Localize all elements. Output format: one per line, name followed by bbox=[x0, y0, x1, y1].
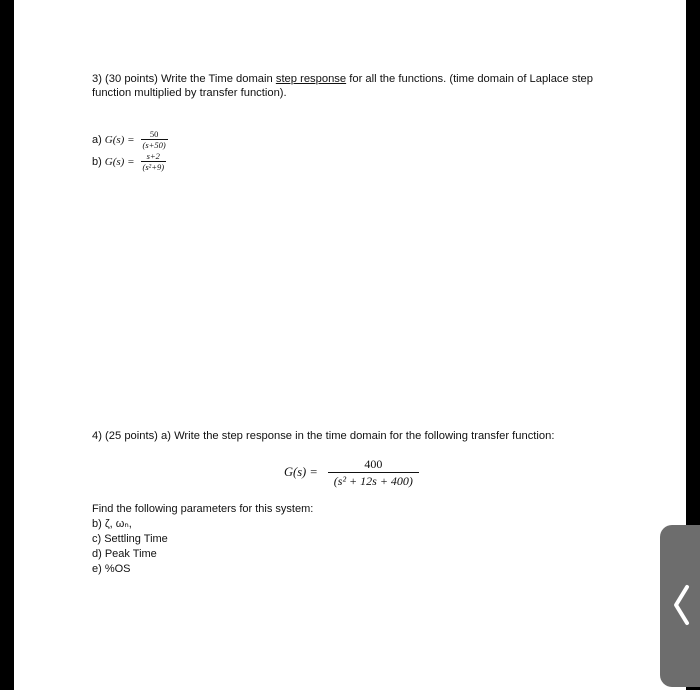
q4-item-b: b) ζ, ωₙ, bbox=[92, 518, 132, 530]
q3-line1-start: 3) (30 points) Write the Time domain bbox=[92, 73, 276, 85]
q3-b-numerator: s+2 bbox=[146, 151, 160, 161]
q3-line2: function multiplied by transfer function). bbox=[92, 87, 287, 99]
q4-find-text: Find the following parameters for this system: bbox=[92, 503, 314, 515]
q3-a-numerator: 50 bbox=[149, 129, 159, 139]
q4-line1: 4) (25 points) a) Write the step response in the time domain for the following transfer function: bbox=[92, 430, 555, 442]
document-page bbox=[14, 0, 686, 690]
q3-a-fraction bbox=[141, 129, 168, 150]
q4-numerator: 400 bbox=[364, 457, 383, 471]
q4-fraction bbox=[328, 456, 419, 489]
q4-denominator: (s² + 12s + 400) bbox=[328, 472, 419, 489]
q4-item-d: d) Peak Time bbox=[92, 548, 157, 560]
q4-transfer-function bbox=[284, 456, 419, 489]
q3-line1-end: for all the functions. (time domain of Laplace step bbox=[346, 73, 594, 85]
q3-b-label: b) bbox=[92, 155, 102, 168]
q3-b-lhs: G(s) = bbox=[104, 155, 135, 168]
q4-parameter-list bbox=[92, 502, 313, 577]
q3-a-label: a) bbox=[92, 133, 102, 146]
q3-b-denominator: (s²+9) bbox=[142, 162, 165, 172]
side-panel-handle[interactable] bbox=[660, 525, 700, 687]
q4-item-c: c) Settling Time bbox=[92, 533, 168, 545]
q4-lhs: G(s) = bbox=[284, 465, 318, 479]
q3-a-lhs: G(s) = bbox=[104, 133, 135, 146]
q3-part-a bbox=[92, 129, 168, 150]
q3-b-fraction bbox=[141, 151, 167, 172]
q3-underlined-term: step response bbox=[275, 73, 347, 85]
q3-part-b bbox=[92, 151, 166, 172]
q3-line1 bbox=[92, 72, 593, 86]
chevron-left-icon bbox=[670, 583, 692, 627]
q3-a-denominator: (s+50) bbox=[142, 140, 166, 150]
q4-item-e: e) %OS bbox=[92, 563, 131, 575]
